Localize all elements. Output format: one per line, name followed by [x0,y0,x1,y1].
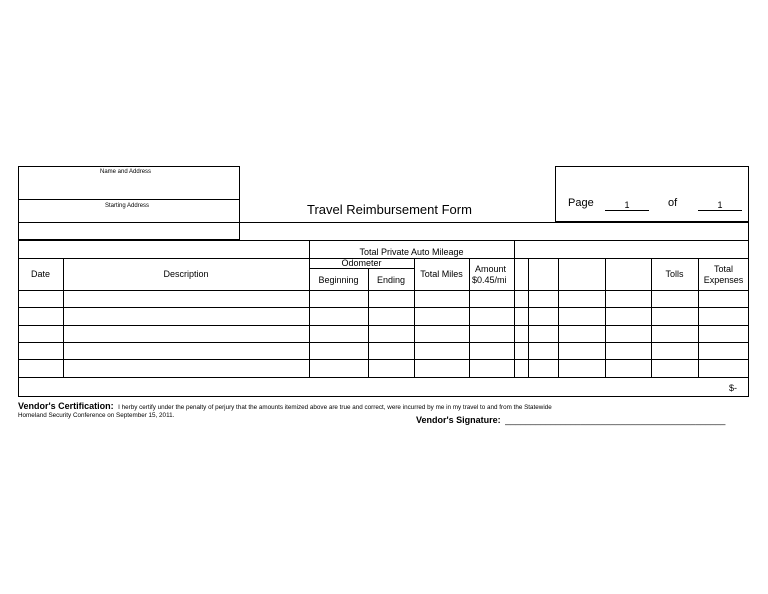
amount-rate-header: $0.45/mi [472,275,507,285]
certification-line2: Homeland Security Conference on September 15, 2011. [18,412,175,419]
col-line [605,258,606,377]
signature-label: Vendor's Signature: [416,415,501,425]
page-label: Page [568,197,594,209]
mileage-group-header: Total Private Auto Mileage [359,247,464,257]
table-header-bottom [18,290,749,291]
table-row-line [18,377,749,378]
table-row-line [18,307,749,308]
certification-title: Vendor's Certification: [18,401,114,411]
grand-total-value: $- [729,383,738,393]
table-row-line [18,342,749,343]
ending-header: Ending [376,275,406,285]
vendor-signature[interactable] [416,410,725,428]
total-expenses-header: Total [713,264,733,274]
beginning-header: Beginning [318,275,359,285]
odometer-divider [309,268,414,269]
col-line [514,240,515,377]
tolls-header: Tolls [665,269,684,279]
signature-line[interactable]: ____________________________________________ [505,415,726,425]
certification-line1: I herby certify under the penalty of perjury that the amounts itemized above are true and correct, were incurred by me in my travel to and from the Statewide [118,404,552,411]
amount-header: Amount [475,264,507,274]
name-address-label: Name and Address [100,169,152,175]
form-title: Travel Reimbursement Form [307,202,472,217]
date-header: Date [30,269,50,279]
table-row-line [18,325,749,326]
col-line [558,258,559,377]
table-divider [18,240,749,241]
page-number[interactable]: 1 [605,200,649,211]
starting-address-label: Starting Address [105,203,150,209]
odometer-header: Odometer [341,258,382,268]
table-row-line [18,359,749,360]
total-expenses-header-line2: Expenses [703,275,744,285]
col-line [469,258,470,377]
col-line [528,258,529,377]
total-pages[interactable]: 1 [698,200,742,211]
of-label: of [668,197,678,209]
total-miles-header: Total Miles [420,269,463,279]
page-info-box [555,166,749,222]
description-header: Description [163,269,209,279]
